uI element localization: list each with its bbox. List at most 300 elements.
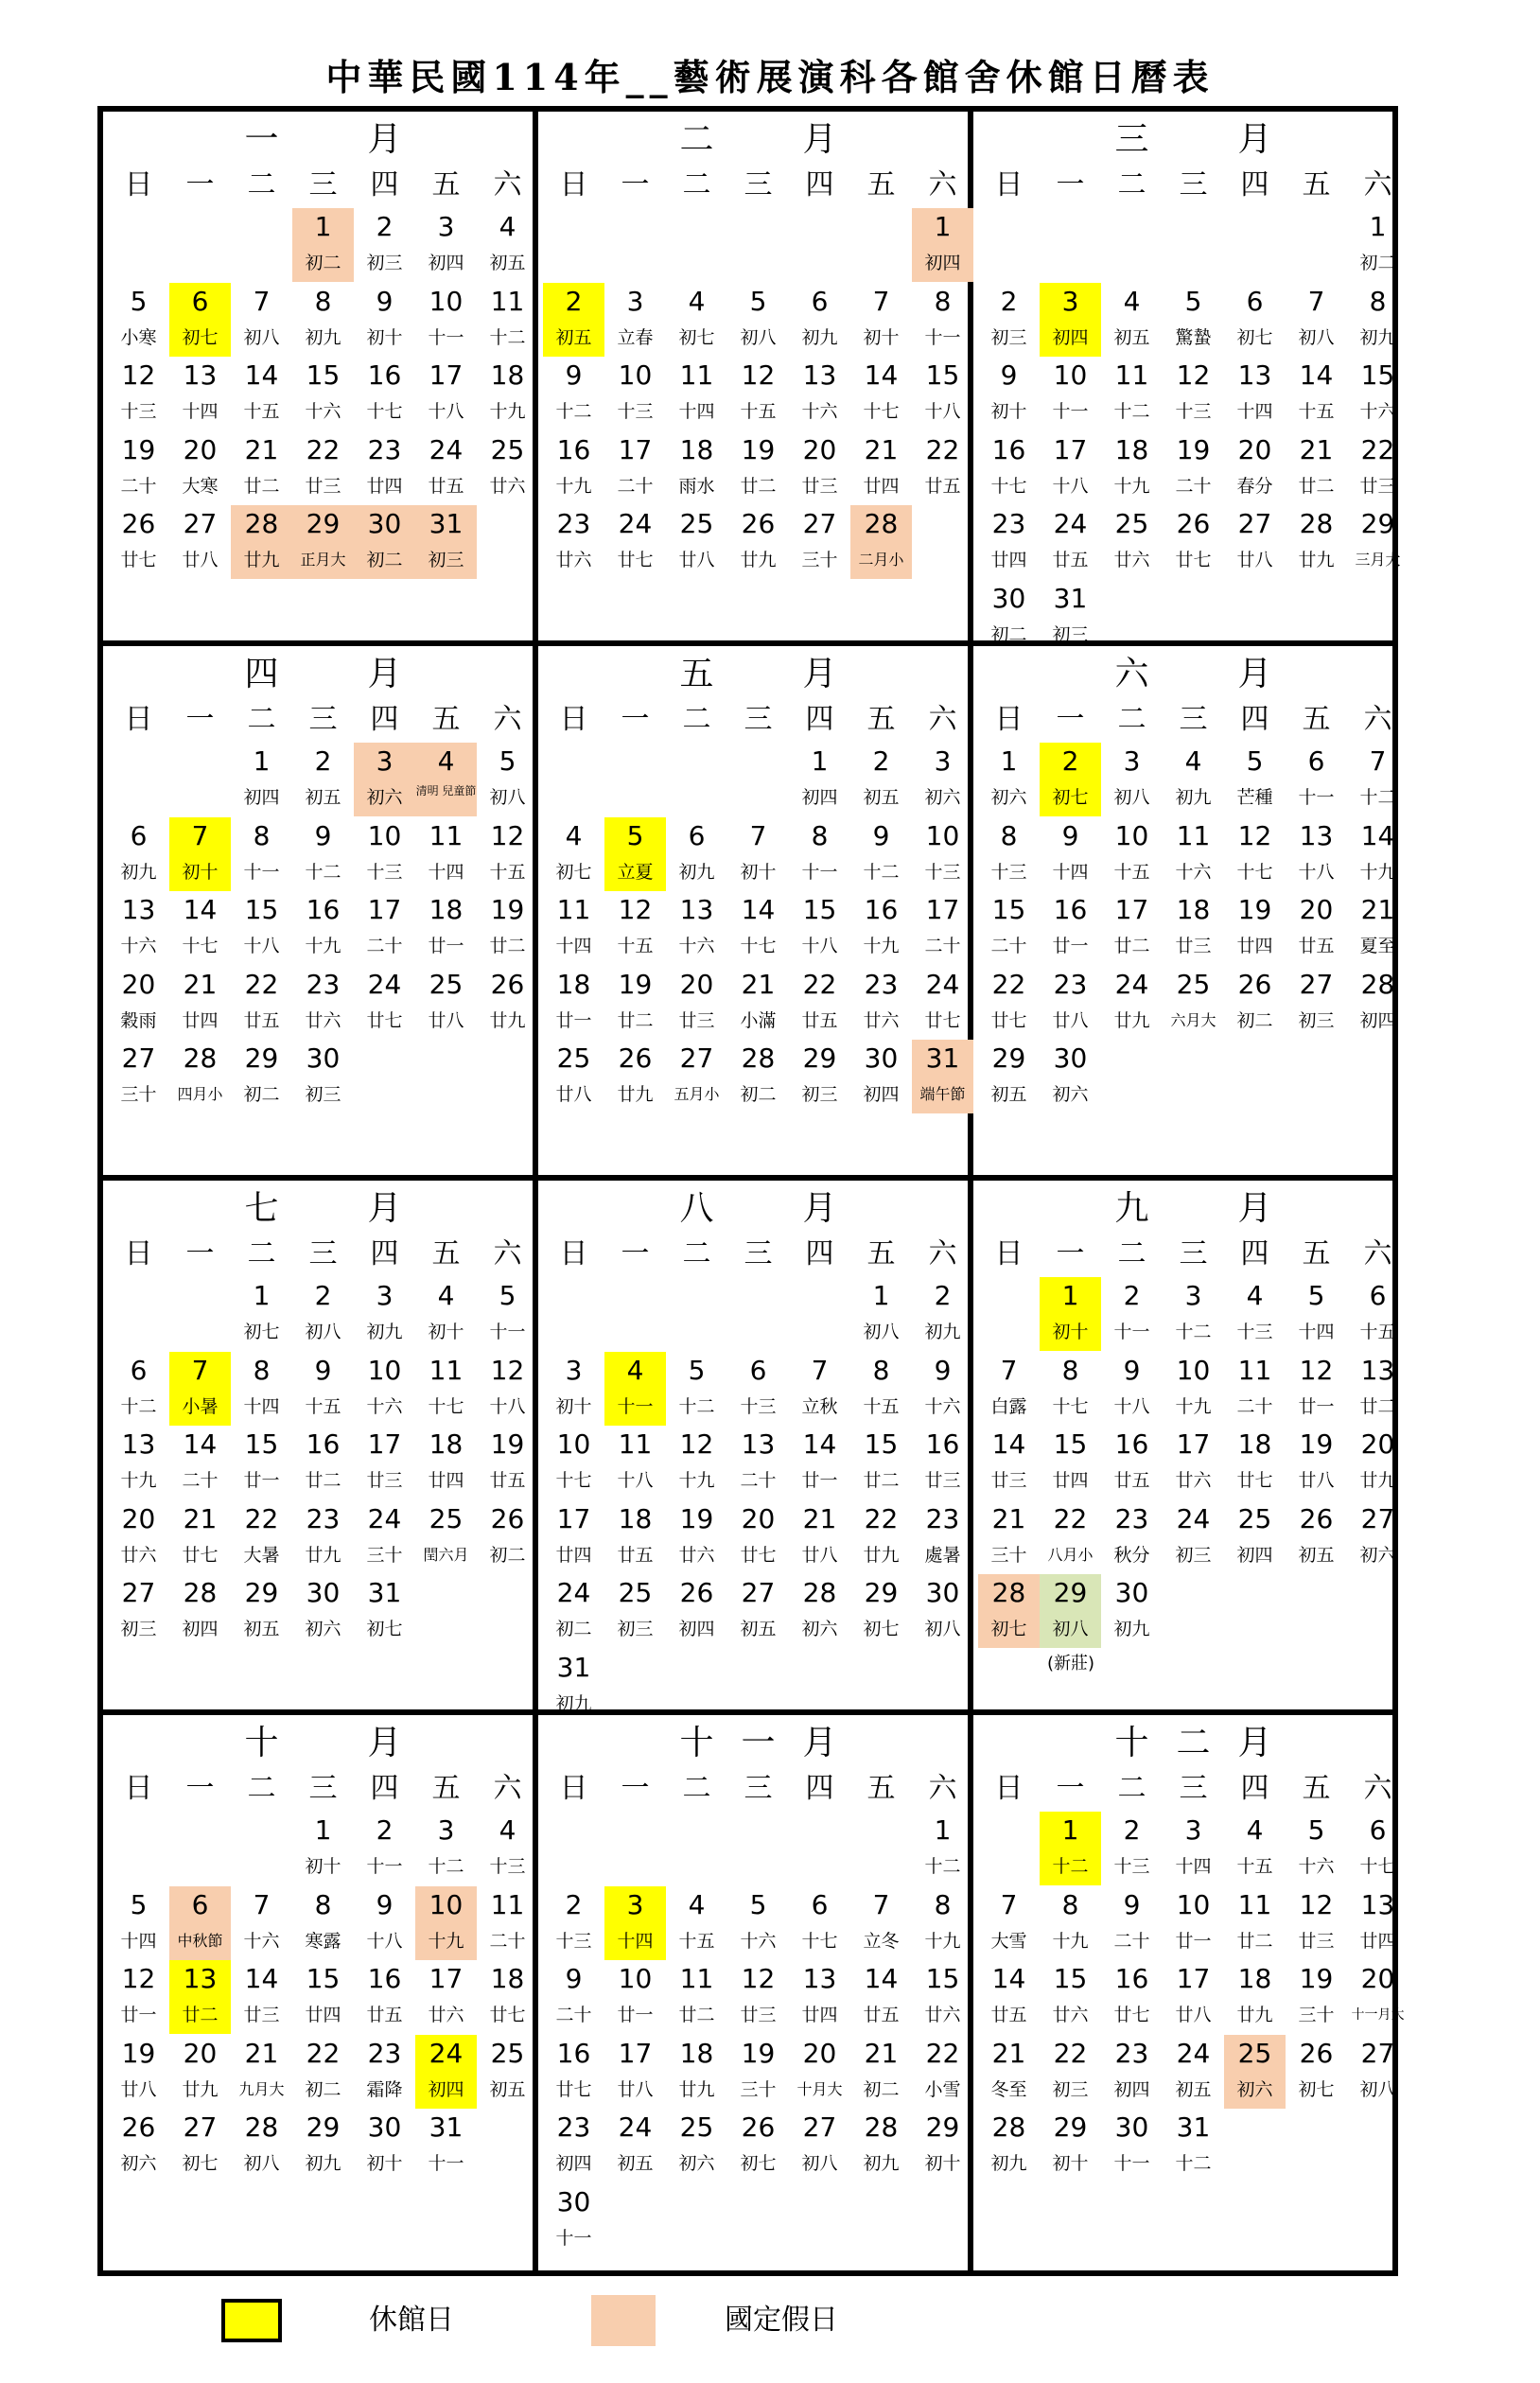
day-number: 10 (429, 285, 464, 317)
day-cell (1163, 431, 1224, 505)
day-number: 5 (688, 1354, 706, 1386)
day-cell (292, 283, 354, 357)
weekday-label: 五 (431, 703, 461, 736)
weekday-label: 日 (124, 1237, 153, 1270)
day-number: 23 (306, 968, 341, 1000)
lunar-label: 十五 (863, 1395, 900, 1417)
day-cell (231, 743, 292, 816)
lunar-label: 十九 (120, 1470, 157, 1491)
month-title-char: 五 (679, 655, 714, 693)
lunar-label: 十九 (863, 936, 900, 956)
day-cell (978, 1886, 1040, 1960)
day-number: 22 (802, 968, 837, 1000)
day-number: 23 (991, 508, 1026, 539)
day-cell (543, 1960, 604, 2034)
day-cell (415, 1812, 477, 1885)
day-number: 22 (864, 1502, 899, 1534)
day-cell (1040, 431, 1101, 505)
lunar-label: 十八 (1298, 861, 1335, 883)
month-title (103, 1184, 533, 1234)
lunar-label: 十一 (489, 1322, 526, 1342)
lunar-label: 廿六 (1175, 1470, 1212, 1491)
day-number: 6 (130, 819, 148, 851)
weekday-label: 四 (805, 703, 834, 736)
weekday-label: 一 (621, 168, 650, 202)
day-cell (666, 1500, 727, 1574)
day-number: 4 (499, 1814, 516, 1846)
day-number: 1 (1369, 211, 1387, 242)
day-cell (477, 743, 538, 816)
lunar-label: 十五 (1298, 401, 1335, 422)
day-cell (727, 891, 789, 965)
day-cell (415, 2109, 477, 2182)
day-cell (169, 283, 231, 357)
lunar-label: 廿六 (120, 1544, 157, 1566)
day-cell (1224, 505, 1286, 579)
lunar-label: 二十 (990, 936, 1027, 956)
month-block (973, 646, 1396, 1175)
day-number: 17 (925, 894, 960, 925)
day-cell (1347, 966, 1409, 1040)
day-number: 10 (429, 1888, 464, 1920)
day-number: 7 (1000, 1888, 1018, 1920)
day-cell (1347, 1277, 1409, 1351)
lunar-label: 小滿 (740, 1009, 777, 1031)
day-number: 26 (1237, 968, 1272, 1000)
day-number: 28 (802, 1577, 837, 1608)
lunar-label: 廿八 (182, 550, 219, 570)
day-cell (604, 966, 666, 1040)
weekday-label: 日 (559, 1772, 588, 1805)
lunar-label: 初四 (924, 253, 961, 273)
lunar-label: 初九 (1359, 326, 1396, 348)
lunar-label: 大寒 (182, 475, 219, 497)
weekday-header (973, 1234, 1392, 1275)
day-cell (415, 743, 477, 816)
lunar-label: 十二 (489, 326, 526, 348)
month-title-char: 十 (1114, 1724, 1149, 1762)
day-cell (666, 357, 727, 430)
month-title-char: 一 (741, 1724, 776, 1762)
day-number: 28 (244, 2111, 279, 2143)
day-number: 29 (1053, 2111, 1088, 2143)
day-number: 21 (1299, 433, 1334, 465)
lunar-label: 十三 (617, 401, 654, 422)
day-number: 9 (565, 359, 583, 391)
day-cell (1224, 1352, 1286, 1426)
day-cell (415, 283, 477, 357)
day-number: 10 (367, 819, 402, 851)
day-cell (543, 1352, 604, 1426)
lunar-label: 十月大 (796, 2079, 843, 2098)
day-number: 7 (1369, 745, 1387, 777)
lunar-label: 初四 (182, 1619, 219, 1639)
lunar-label: 廿九 (243, 550, 280, 570)
lunar-label: 廿四 (182, 1009, 219, 1031)
lunar-label: 初五 (740, 1619, 777, 1639)
lunar-label: 十四 (428, 861, 464, 883)
day-cell (978, 1352, 1040, 1426)
day-cell (1224, 966, 1286, 1040)
lunar-label: 十七 (555, 1470, 592, 1491)
weekday-label: 一 (1056, 1237, 1085, 1270)
day-number: 26 (1176, 508, 1211, 539)
day-number: 14 (802, 1428, 837, 1460)
lunar-label: 廿九 (305, 1544, 341, 1566)
day-number: 9 (1061, 819, 1079, 851)
day-cell (108, 357, 169, 430)
day-number: 15 (802, 894, 837, 925)
lunar-label: 初七 (366, 1619, 403, 1639)
day-number: 26 (679, 1577, 714, 1608)
lunar-label: 初八 (243, 2153, 280, 2174)
lunar-label: 廿七 (555, 2078, 592, 2100)
day-number: 24 (618, 2111, 653, 2143)
lunar-label: 白露 (990, 1395, 1027, 1417)
lunar-label: 二十 (617, 475, 654, 497)
lunar-label: 十五 (243, 401, 280, 422)
day-number: 1 (872, 1280, 890, 1311)
month-title-char: 月 (367, 1189, 402, 1228)
day-cell (1286, 1426, 1347, 1499)
lunar-label: 廿六 (863, 1009, 900, 1031)
lunar-label: 廿八 (120, 2078, 157, 2100)
day-cell (1286, 1277, 1347, 1351)
day-cell (169, 2109, 231, 2182)
day-cell (1286, 891, 1347, 965)
lunar-label: 十一 (617, 1395, 654, 1417)
day-number: 5 (749, 1888, 767, 1920)
day-cell (912, 1960, 973, 2034)
day-cell (912, 1500, 973, 1574)
lunar-label: 初四 (678, 1619, 715, 1639)
lunar-label: 廿九 (1298, 550, 1335, 570)
day-cell (727, 1886, 789, 1960)
lunar-label: 十七 (366, 401, 403, 422)
lunar-label: 廿六 (428, 2005, 464, 2025)
day-number: 31 (429, 2111, 464, 2143)
lunar-label: 廿五 (1298, 936, 1335, 956)
day-cell (1286, 1352, 1347, 1426)
weekday-label: 二 (247, 703, 276, 736)
day-cell (1040, 1574, 1101, 1648)
lunar-label: 二十 (1175, 475, 1212, 497)
lunar-label: 十四 (617, 1930, 654, 1952)
month-title-char: 六 (1114, 655, 1149, 693)
day-cell (1286, 357, 1347, 430)
day-cell (727, 1352, 789, 1426)
lunar-label: 初四 (801, 787, 838, 808)
lunar-label: 八月小 (1047, 1545, 1094, 1564)
day-number: 9 (565, 1963, 583, 1994)
day-cell (292, 505, 354, 579)
day-number: 9 (314, 819, 332, 851)
day-cell (477, 1426, 538, 1499)
lunar-label: 十八 (617, 1470, 654, 1491)
day-cell (415, 505, 477, 579)
day-number: 13 (183, 359, 218, 391)
day-number: 15 (306, 1963, 341, 1994)
lunar-label: 初二 (489, 1544, 526, 1566)
weekday-header (103, 699, 533, 741)
day-number: 2 (314, 745, 332, 777)
day-number: 29 (991, 1043, 1026, 1074)
day-cell (292, 1886, 354, 1960)
day-cell (169, 1352, 231, 1426)
day-number: 17 (429, 359, 464, 391)
lunar-label: 廿一 (1298, 1395, 1335, 1417)
lunar-label: 初三 (1175, 1544, 1212, 1566)
day-number: 14 (991, 1428, 1026, 1460)
weekday-label: 六 (1363, 1772, 1392, 1805)
lunar-label: 十四 (678, 401, 715, 422)
day-number: 4 (688, 285, 706, 317)
lunar-label: 廿二 (1113, 936, 1150, 956)
day-number: 8 (314, 1888, 332, 1920)
day-number: 7 (872, 285, 890, 317)
lunar-label: 十二 (1175, 2153, 1212, 2174)
day-number: 23 (367, 433, 402, 465)
lunar-label: 初九 (305, 2153, 341, 2174)
day-cell (169, 357, 231, 430)
day-cell (1347, 357, 1409, 430)
weekday-label: 四 (1240, 168, 1269, 202)
day-number: 3 (565, 1354, 583, 1386)
weekday-label: 一 (185, 1772, 215, 1805)
day-cell (1347, 505, 1409, 579)
day-cell (292, 1426, 354, 1499)
day-cell (1286, 1960, 1347, 2034)
day-number: 10 (925, 819, 960, 851)
day-cell (292, 1277, 354, 1351)
day-number: 25 (556, 1043, 591, 1074)
lunar-label: 廿三 (990, 1470, 1027, 1491)
day-number: 4 (626, 1354, 644, 1386)
lunar-label: 二十 (182, 1470, 219, 1491)
day-cell (727, 283, 789, 357)
lunar-label: 初八 (801, 2153, 838, 2174)
lunar-label: 廿六 (924, 2005, 961, 2025)
day-cell (727, 1574, 789, 1648)
day-cell (292, 743, 354, 816)
lunar-label: 廿三 (924, 1470, 961, 1491)
day-number: 13 (1299, 819, 1334, 851)
month-title (973, 1184, 1392, 1234)
lunar-label: 廿一 (1052, 936, 1089, 956)
day-cell (1347, 817, 1409, 891)
day-number: 18 (1114, 433, 1149, 465)
day-cell (169, 431, 231, 505)
day-number: 27 (183, 508, 218, 539)
day-number: 8 (1061, 1888, 1079, 1920)
day-cell (604, 505, 666, 579)
day-number: 11 (429, 1354, 464, 1386)
weekday-label: 六 (493, 1237, 522, 1270)
day-number: 25 (429, 968, 464, 1000)
day-number: 20 (121, 968, 156, 1000)
day-number: 14 (991, 1963, 1026, 1994)
day-number: 4 (1246, 1814, 1264, 1846)
day-cell (1040, 580, 1101, 654)
month-title-char: 月 (802, 120, 837, 159)
day-cell (789, 357, 850, 430)
lunar-label: 初二 (1236, 1009, 1273, 1031)
day-cell (415, 431, 477, 505)
day-number: 9 (1000, 359, 1018, 391)
day-number: 14 (183, 894, 218, 925)
lunar-label: 十七 (1236, 861, 1273, 883)
day-cell (415, 817, 477, 891)
day-cell (108, 1574, 169, 1648)
lunar-label: 十九 (1359, 861, 1396, 883)
month-title-char: 月 (802, 655, 837, 693)
day-number: 25 (490, 433, 525, 465)
day-cell (1224, 2035, 1286, 2109)
lunar-label: 廿二 (305, 1470, 341, 1491)
lunar-label: 廿九 (1113, 1009, 1150, 1031)
lunar-label: 初四 (1052, 326, 1089, 348)
lunar-label: 初十 (990, 401, 1027, 422)
month-title (538, 115, 968, 165)
lunar-label: 立冬 (863, 1930, 900, 1952)
day-number: 11 (1114, 359, 1149, 391)
lunar-label: 廿一 (555, 1009, 592, 1031)
month-title (103, 115, 533, 165)
day-cell (292, 2109, 354, 2182)
day-number: 29 (1053, 1577, 1088, 1608)
day-number: 20 (1237, 433, 1272, 465)
lunar-label: 廿五 (428, 475, 464, 497)
day-number: 21 (802, 1502, 837, 1534)
day-number: 9 (1123, 1888, 1141, 1920)
weekday-label: 六 (928, 1237, 957, 1270)
lunar-label: 十四 (1236, 401, 1273, 422)
day-number: 12 (618, 894, 653, 925)
day-number: 12 (490, 819, 525, 851)
day-cell (978, 2035, 1040, 2109)
day-cell (1163, 2035, 1224, 2109)
day-number: 10 (618, 359, 653, 391)
day-number: 11 (618, 1428, 653, 1460)
calendar-frame (97, 106, 1405, 2276)
day-cell (477, 891, 538, 965)
day-cell (1101, 891, 1163, 965)
day-number: 11 (490, 285, 525, 317)
day-cell (1347, 1426, 1409, 1499)
day-cell (231, 283, 292, 357)
lunar-label: 廿九 (678, 2078, 715, 2100)
day-cell (415, 1500, 477, 1574)
day-number: 3 (1123, 745, 1141, 777)
day-cell (1224, 743, 1286, 816)
day-cell (1163, 743, 1224, 816)
day-number: 14 (1360, 819, 1395, 851)
day-number: 24 (556, 1577, 591, 1608)
day-number: 13 (183, 1963, 218, 1994)
lunar-label: 廿二 (617, 1009, 654, 1031)
lunar-label: 初二 (366, 550, 403, 570)
lunar-label: 廿五 (990, 2005, 1027, 2025)
lunar-label: 初十 (924, 2153, 961, 2174)
holiday-swatch (591, 2295, 656, 2346)
day-number: 15 (1360, 359, 1395, 391)
day-cell (912, 1886, 973, 1960)
day-cell (1101, 817, 1163, 891)
lunar-label: 廿七 (1236, 1470, 1273, 1491)
day-number: 15 (244, 894, 279, 925)
day-number: 30 (367, 508, 402, 539)
day-number: 12 (121, 359, 156, 391)
day-number: 19 (1237, 894, 1272, 925)
lunar-label: 十七 (182, 936, 219, 956)
day-cell (727, 1960, 789, 2034)
day-number: 23 (1053, 968, 1088, 1000)
day-number: 2 (1061, 745, 1079, 777)
weekday-label: 五 (1302, 703, 1331, 736)
lunar-label: 十八 (1113, 1395, 1150, 1417)
day-number: 15 (925, 359, 960, 391)
day-cell (292, 1574, 354, 1648)
lunar-label: 廿六 (489, 475, 526, 497)
weekday-label: 三 (744, 703, 773, 736)
day-number: 10 (556, 1428, 591, 1460)
day-cell (727, 966, 789, 1040)
day-number: 11 (1237, 1354, 1272, 1386)
weekday-label: 二 (682, 703, 711, 736)
weekday-label: 五 (866, 1237, 896, 1270)
day-number: 19 (679, 1502, 714, 1534)
day-cell (912, 2109, 973, 2182)
lunar-label: 初八 (863, 1322, 900, 1342)
day-cell (1040, 1812, 1101, 1885)
lunar-label: 初三 (1052, 2078, 1089, 2100)
lunar-label: 廿六 (678, 1544, 715, 1566)
month-title-char: 月 (802, 1724, 837, 1762)
day-number: 17 (1176, 1428, 1211, 1460)
weekday-label: 五 (866, 1772, 896, 1805)
lunar-label: 二十 (1236, 1395, 1273, 1417)
day-cell (1101, 1277, 1163, 1351)
lunar-label: 寒露 (305, 1930, 341, 1952)
lunar-label: 廿五 (924, 475, 961, 497)
day-cell (1347, 743, 1409, 816)
day-cell (1224, 891, 1286, 965)
lunar-label: 十一 (801, 861, 838, 883)
lunar-label: 初六 (924, 787, 961, 808)
lunar-label: 十六 (305, 401, 341, 422)
weekday-label: 四 (805, 1237, 834, 1270)
day-cell (666, 1886, 727, 1960)
day-number: 12 (679, 1428, 714, 1460)
lunar-label: 廿七 (924, 1009, 961, 1031)
day-cell (1163, 1886, 1224, 1960)
lunar-label: 立夏 (617, 861, 654, 883)
day-cell (354, 743, 415, 816)
day-cell (978, 283, 1040, 357)
lunar-label: 廿九 (182, 2078, 219, 2100)
day-number: 7 (749, 819, 767, 851)
lunar-label: 三十 (120, 1084, 157, 1105)
weekday-label: 四 (1240, 1237, 1269, 1270)
day-number: 22 (991, 968, 1026, 1000)
lunar-label: 初六 (366, 787, 403, 808)
lunar-label: 初九 (1113, 1619, 1150, 1639)
lunar-label: 廿二 (678, 2005, 715, 2025)
weekday-label: 六 (928, 1772, 957, 1805)
lunar-label: 九月大 (238, 2079, 285, 2098)
day-number: 19 (741, 433, 776, 465)
month-title-char: 月 (1237, 1189, 1272, 1228)
